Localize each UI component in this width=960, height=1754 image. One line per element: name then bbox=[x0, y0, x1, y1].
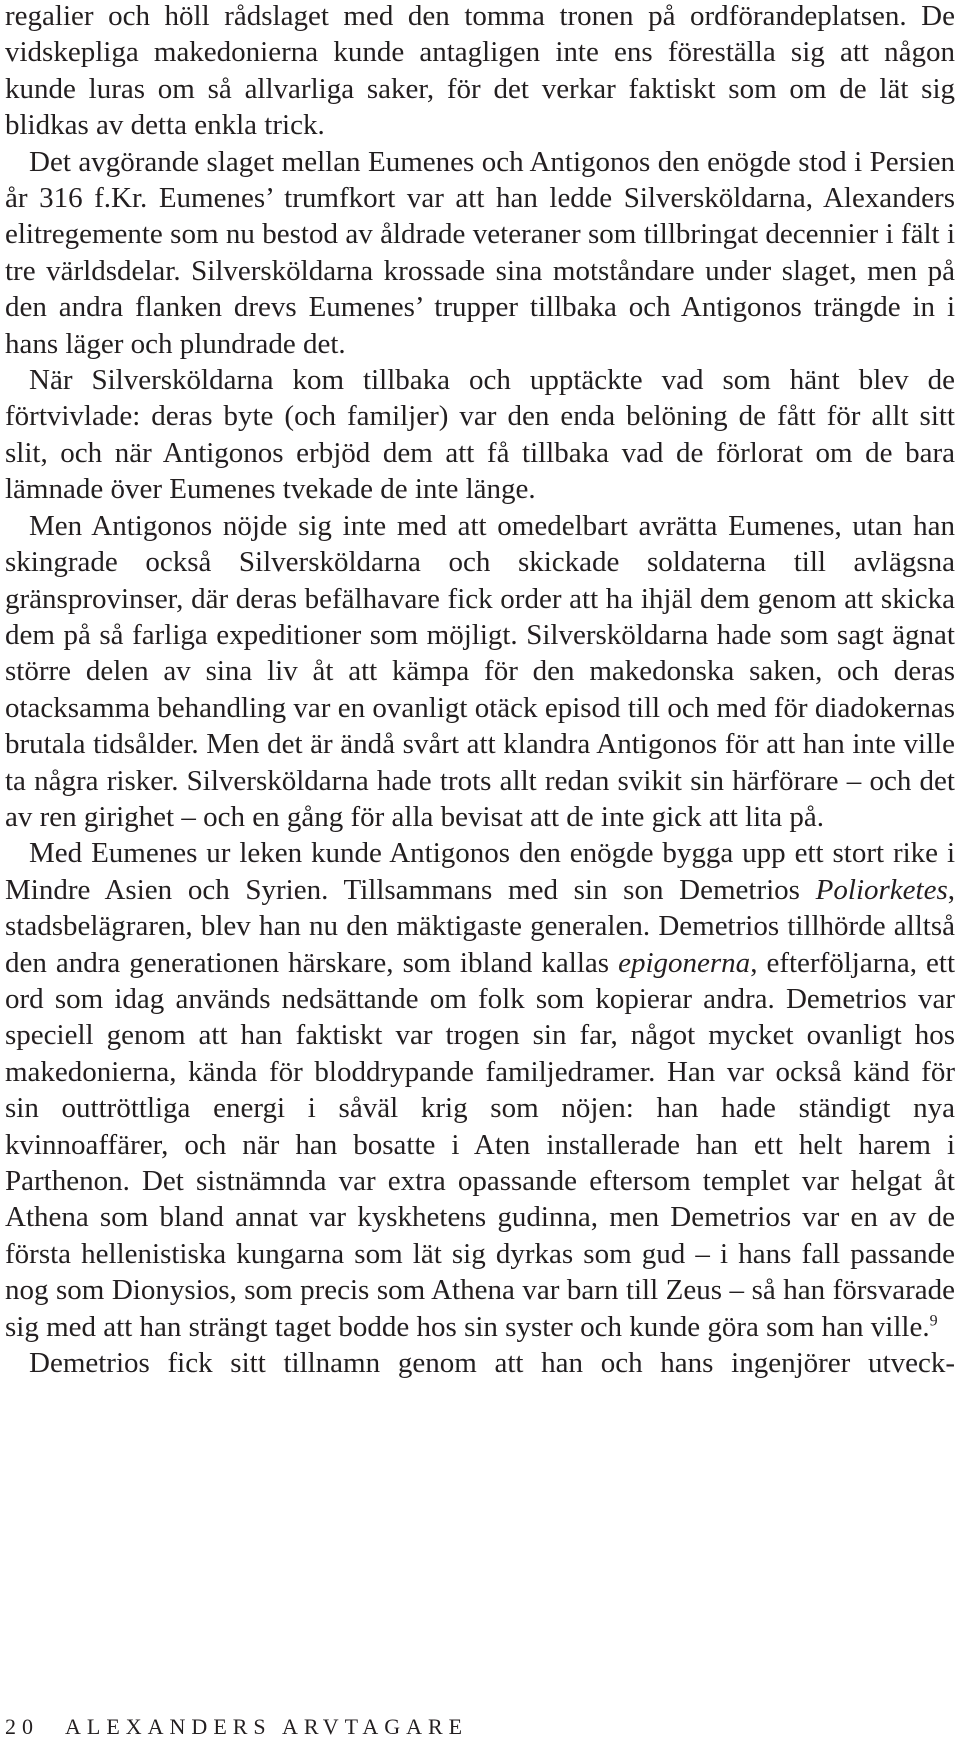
paragraph-4: Men Antigonos nöjde sig inte med att omedelbart avrätta Eumenes, utan han skingrade också Silversköldarna och skickade soldaterna till avlägsna gränsprovinser, där deras befälhavare fick order att ha ihjäl dem genom att skicka dem på så farliga expeditioner som möjligt. Silversköldarna hade som sagt ägnat större delen av sina liv åt att kämpa för den makedonska saken, och deras otacksamma behandling var en ovanligt otäck episod till och med för diadokernas brutala tidsålder. Men det är ändå svårt att klandra Antigonos för att han inte ville ta några risker. Silversköldarna hade trots allt redan svikit sin härförare – och det av ren girighet – och en gång för alla bevisat att de inte gick att lita på. bbox=[5, 509, 955, 833]
page-footer bbox=[5, 1712, 468, 1742]
paragraph-1: regalier och höll rådslaget med den tomma tronen på ordförandeplatsen. De vidskepliga makedonierna kunde antagligen inte ens föreställa sig att någon kunde luras om så allvarliga saker, för det verkar faktiskt som om de lät sig blidkas av detta enkla trick. bbox=[5, 0, 955, 142]
paragraph-5-part-3: , efterföljarna, ett ord som idag används nedsättande om folk som kopierar andra. Demetrios var speciell genom att han faktiskt var trogen sin far, något mycket ovanligt hos makedonierna, kända för bloddrypande familjedramer. Han var också känd för sin outtröttliga energi i såväl krig som nöjen: han hade ständigt nya kvinnoaffärer, och när han bosatte i Aten installerade han ett helt harem i Parthenon. Det sistnämnda var extra opassande eftersom templet var helgat åt Athena som bland annat var kyskhetens gudinna, men Demetrios var en av de första hellenistiska kungarna som lät sig dyrkas som gud – i hans fall passande nog som Dionysios, som precis som Athena var barn till Zeus – så han försvarade sig med att han strängt taget bodde hos sin syster och kunde göra som han ville. bbox=[5, 946, 955, 1343]
paragraph-2: Det avgörande slaget mellan Eumenes och Antigonos den enögde stod i Persien år 316 f.Kr. Eumenes’ trumfkort var att han ledde Silversköldarna, Alexanders elitregemente som nu bestod av åldrade veteraner som tillbringat decennier i fält i tre världsdelar. Silversköldarna krossade sina motståndare under slaget, men på den andra flanken drevs Eumenes’ trupper tillbaka och Antigonos trängde in i hans läger och plundrade det. bbox=[5, 145, 955, 360]
paragraph-5-part-1: Med Eumenes ur leken kunde Antigonos den enögde bygga upp ett stort rike i Mindre Asien och Syrien. Tillsammans med sin son Demetrios bbox=[5, 837, 955, 906]
body-text bbox=[5, 0, 955, 1381]
footnote-marker[interactable]: 9 bbox=[929, 1311, 938, 1329]
paragraph-3: När Silversköldarna kom tillbaka och upptäckte vad som hänt blev de förtvivlade: deras byte (och familjer) var den enda belöning de fått för allt sitt slit, och när Antigonos erbjöd dem att få tillbaka vad de förlorat om de bara lämnade över Eumenes tvekade de inte länge. bbox=[5, 364, 955, 506]
page-number: 20 bbox=[5, 1714, 39, 1739]
paragraph-6: Demetrios fick sitt tillnamn genom att han och hans ingenjörer utveck- bbox=[29, 1347, 955, 1380]
paragraph-5 bbox=[5, 835, 955, 1345]
italic-term-poliorketes: Poliorketes bbox=[815, 873, 948, 906]
italic-term-epigonerna: epigonerna bbox=[618, 946, 751, 979]
paragraph-5-part-2: , stadsbelägraren, blev han nu den mäktigaste generalen. Demetrios tillhörde alltså den andra generationen härskare, som ibland kallas bbox=[5, 873, 955, 979]
running-title: ALEXANDERS ARVTAGARE bbox=[65, 1714, 469, 1739]
